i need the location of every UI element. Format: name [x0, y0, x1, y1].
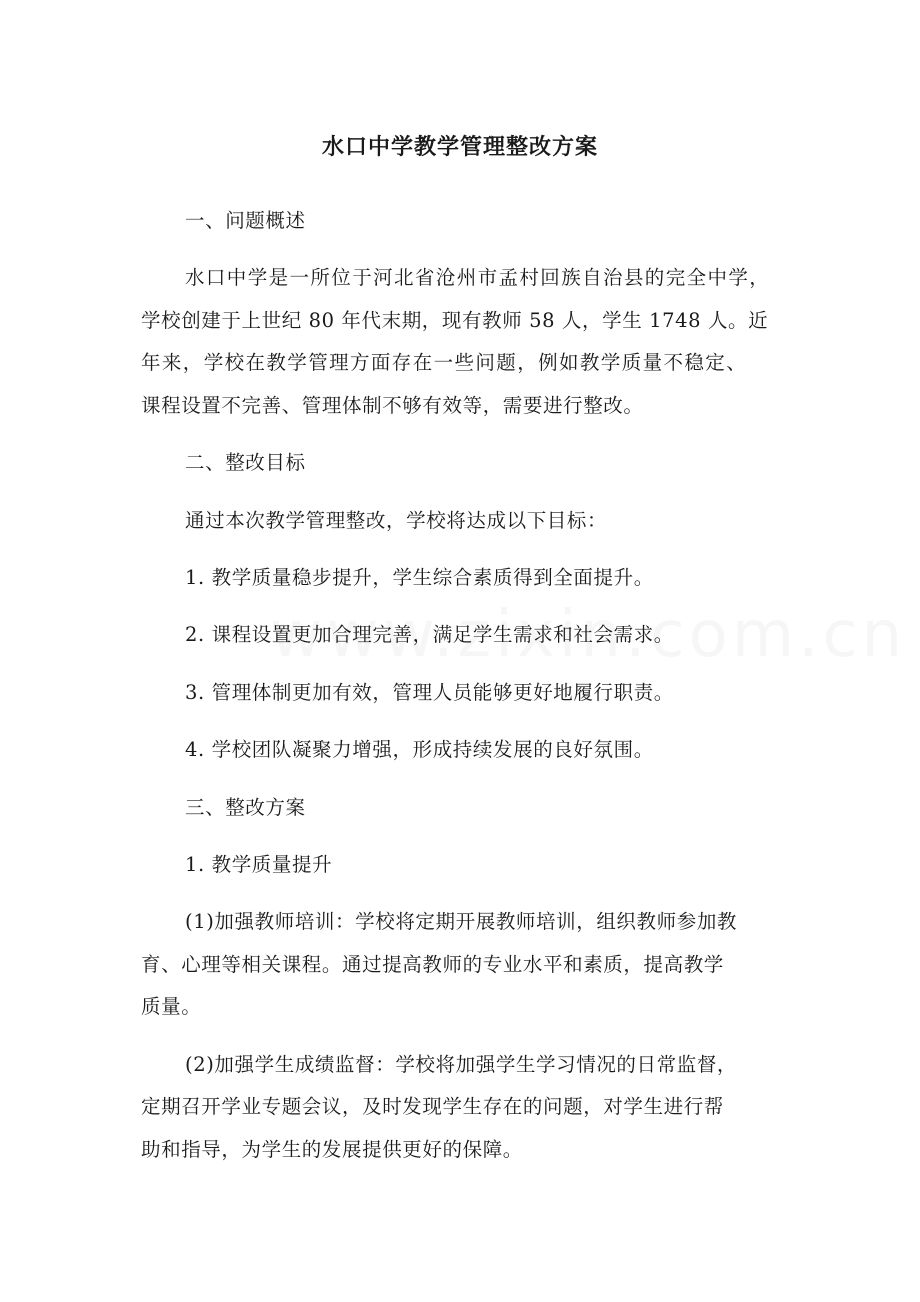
paragraph-line: 助和指导，为学生的发展提供更好的保障。: [141, 1138, 523, 1161]
goal-item: 2. 课程设置更加合理完善，满足学生需求和社会需求。: [185, 623, 674, 646]
section-heading-3: 三、整改方案: [185, 796, 306, 819]
section-heading-1: 一、问题概述: [185, 209, 306, 232]
document-title: 水口中学教学管理整改方案: [321, 135, 598, 160]
paragraph-line: 课程设置不完善、管理体制不够有效等，需要进行整改。: [141, 394, 644, 417]
goal-item: 4. 学校团队凝聚力增强，形成持续发展的良好氛围。: [185, 738, 654, 761]
paragraph-line: 质量。: [141, 995, 202, 1018]
subsection-heading: 1. 教学质量提升: [185, 853, 333, 876]
section-heading-2: 二、整改目标: [185, 451, 306, 474]
paragraph-line: 定期召开学业专题会议，及时发现学生存在的问题，对学生进行帮: [141, 1095, 724, 1118]
paragraph-line: 水口中学是一所位于河北省沧州市孟村回族自治县的完全中学，: [185, 266, 771, 289]
paragraph-line: 育、心理等相关课程。通过提高教师的专业水平和素质，提高教学: [141, 953, 724, 976]
paragraph-line: (1)加强教师培训：学校将定期开展教师培训，组织教师参加教: [185, 910, 738, 933]
paragraph-line: 学校创建于上世纪 80 年代末期，现有教师 58 人，学生 1748 人。近: [141, 309, 769, 332]
section-intro: 通过本次教学管理整改，学校将达成以下目标：: [185, 509, 608, 532]
paragraph-line: 年来，学校在教学管理方面存在一些问题，例如教学质量不稳定、: [141, 351, 748, 374]
goal-item: 3. 管理体制更加有效，管理人员能够更好地履行职责。: [185, 681, 674, 704]
paragraph-line: (2)加强学生成绩监督：学校将加强学生学习情况的日常监督，: [185, 1053, 738, 1076]
goal-item: 1. 教学质量稳步提升，学生综合素质得到全面提升。: [185, 566, 654, 589]
